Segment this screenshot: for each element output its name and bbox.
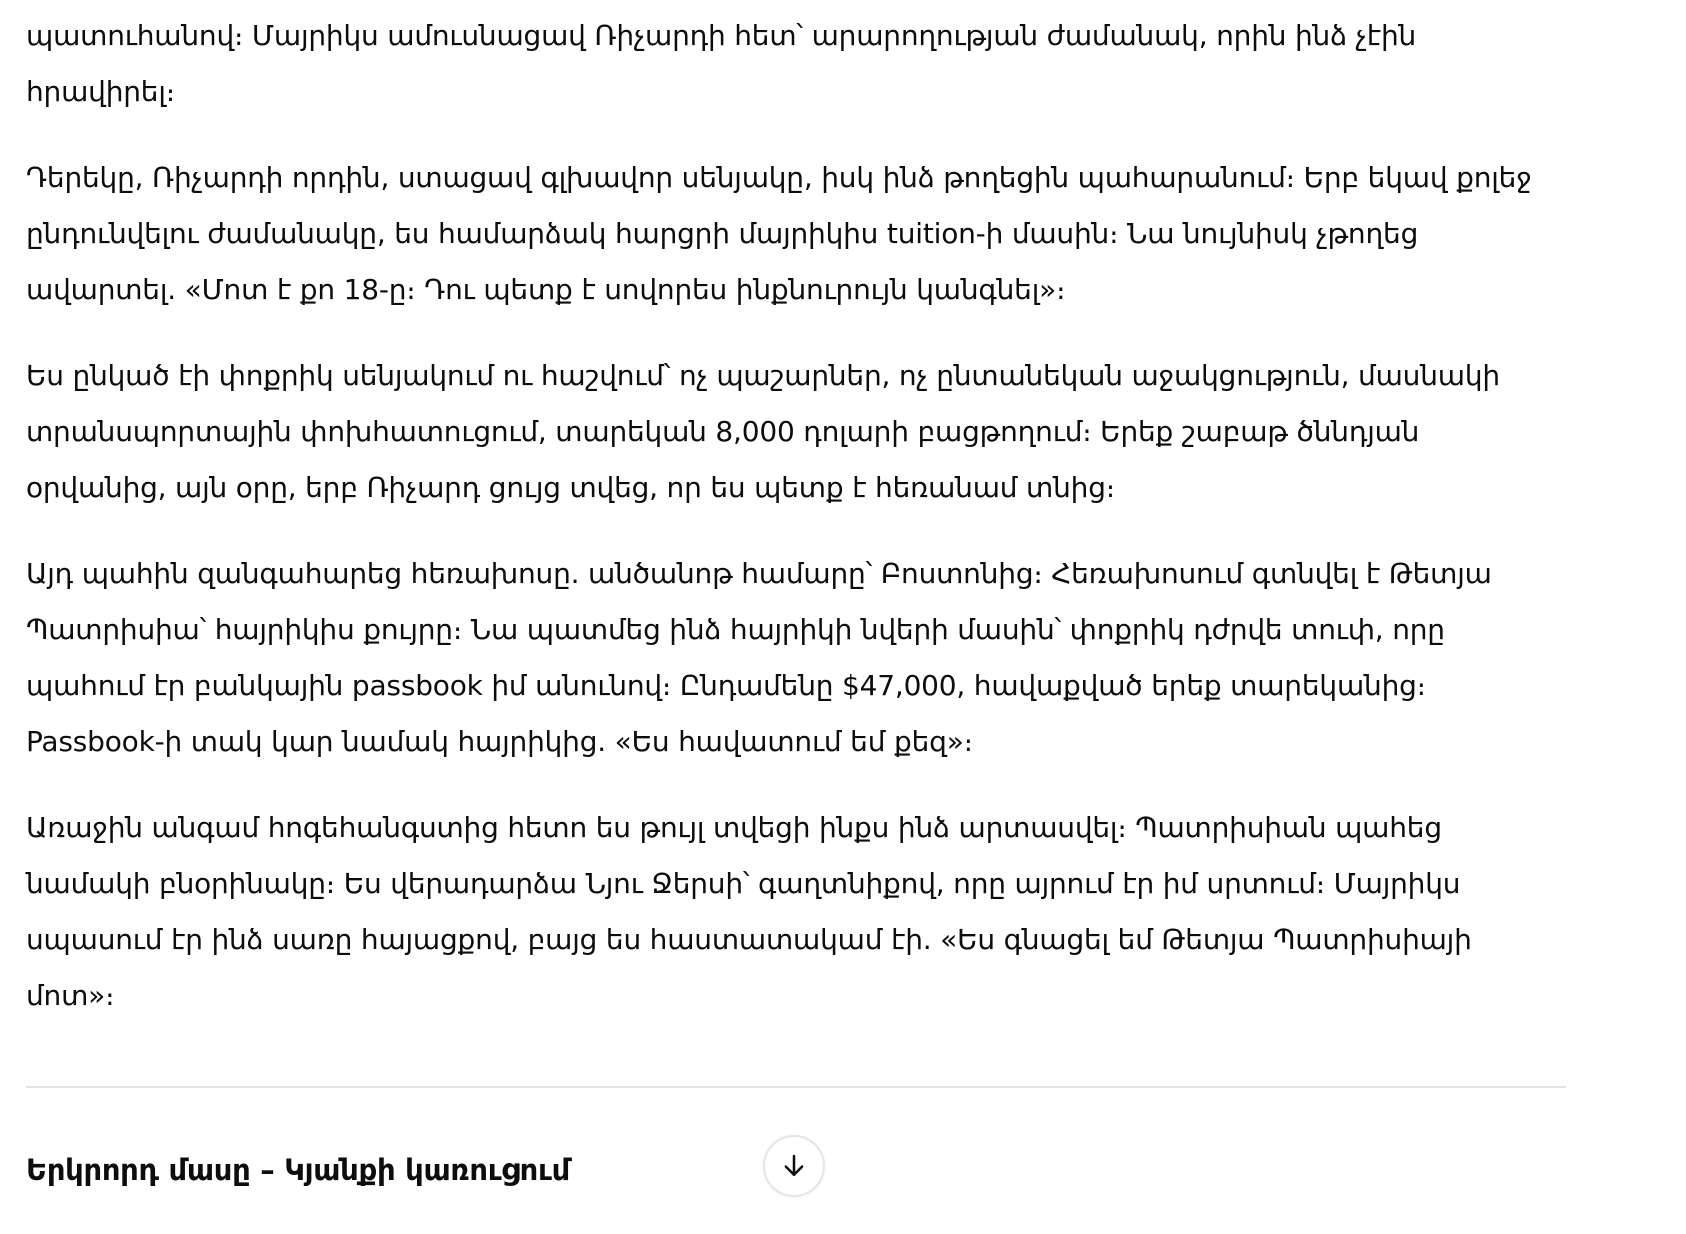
article-paragraph: պատուհանով։ Մայրիկս ամուսնացավ Ռիչարդի հետ՝ արարողության ժամանակ, որին ինձ չէին հրավիրել։ <box>26 19 1417 108</box>
arrow-down-icon <box>779 1151 809 1181</box>
scroll-to-bottom-button[interactable] <box>763 1135 825 1197</box>
article-paragraph: Դերեկը, Ռիչարդի որդին, ստացավ գլխավոր սենյակը, իսկ ինձ թողեցին պահարանում։ Երբ եկավ քոլեջ ընդունվելու ժամանակը, ես համարձակ հարցրի մայրիկիս tuition-ի մասին։ Նա նույնիսկ չթողեց ավարտել. «Մոտ է քո 18-ը։ Դու պետք է սովորես ինքնուրույն կանգնել»։ <box>26 161 1532 306</box>
article-paragraph: Ես ընկած էի փոքրիկ սենյակում ու հաշվում՝ ոչ պաշարներ, ոչ ընտանեկան աջակցություն, մասնակի տրանսպորտային փոխհատուցում, տարեկան 8,000 դոլարի բացթողում։ Երեք շաբաթ ծննդյան օրվանից, այն օրը, երբ Ռիչարդ ցույց տվեց, որ ես պետք է հեռանամ տնից։ <box>26 359 1500 504</box>
article-paragraph: Առաջին անգամ հոգեհանգստից հետո ես թույլ տվեցի ինքս ինձ արտասվել։ Պատրիսիան պահեց նամակի բնօրինակը։ Ես վերադարձա Նյու Ջերսի՝ գաղտնիքով, որը այրում էր իմ սրտում։ Մայրիկս սպասում էր ինձ սառը հայացքով, բայց ես հաստատակամ էի. «Ես գնացել եմ Թետյա Պատրիսիայի մոտ»։ <box>26 811 1472 1012</box>
article-body <box>26 0 1566 1024</box>
section-divider <box>26 1086 1566 1088</box>
article-paragraph: Այդ պահին զանգահարեց հեռախոսը. անծանոթ համարը՝ Բոստոնից։ Հեռախոսում գտնվել է Թետյա Պատրիսիա՝ հայրիկիս քույրը։ Նա պատմեց ինձ հայրիկի նվերի մասին՝ փոքրիկ դժրվե տուփ, որը պահում էր բանկային passbook իմ անունով։ Ընդամենը $47,000, հավաքված երեք տարեկանից։ Passbook-ի տակ կար նամակ հայրիկից. «Ես հավատում եմ քեզ»։ <box>26 557 1492 758</box>
section-heading: Երկրորդ մասը – Կյանքի կառուցում <box>26 1153 570 1187</box>
